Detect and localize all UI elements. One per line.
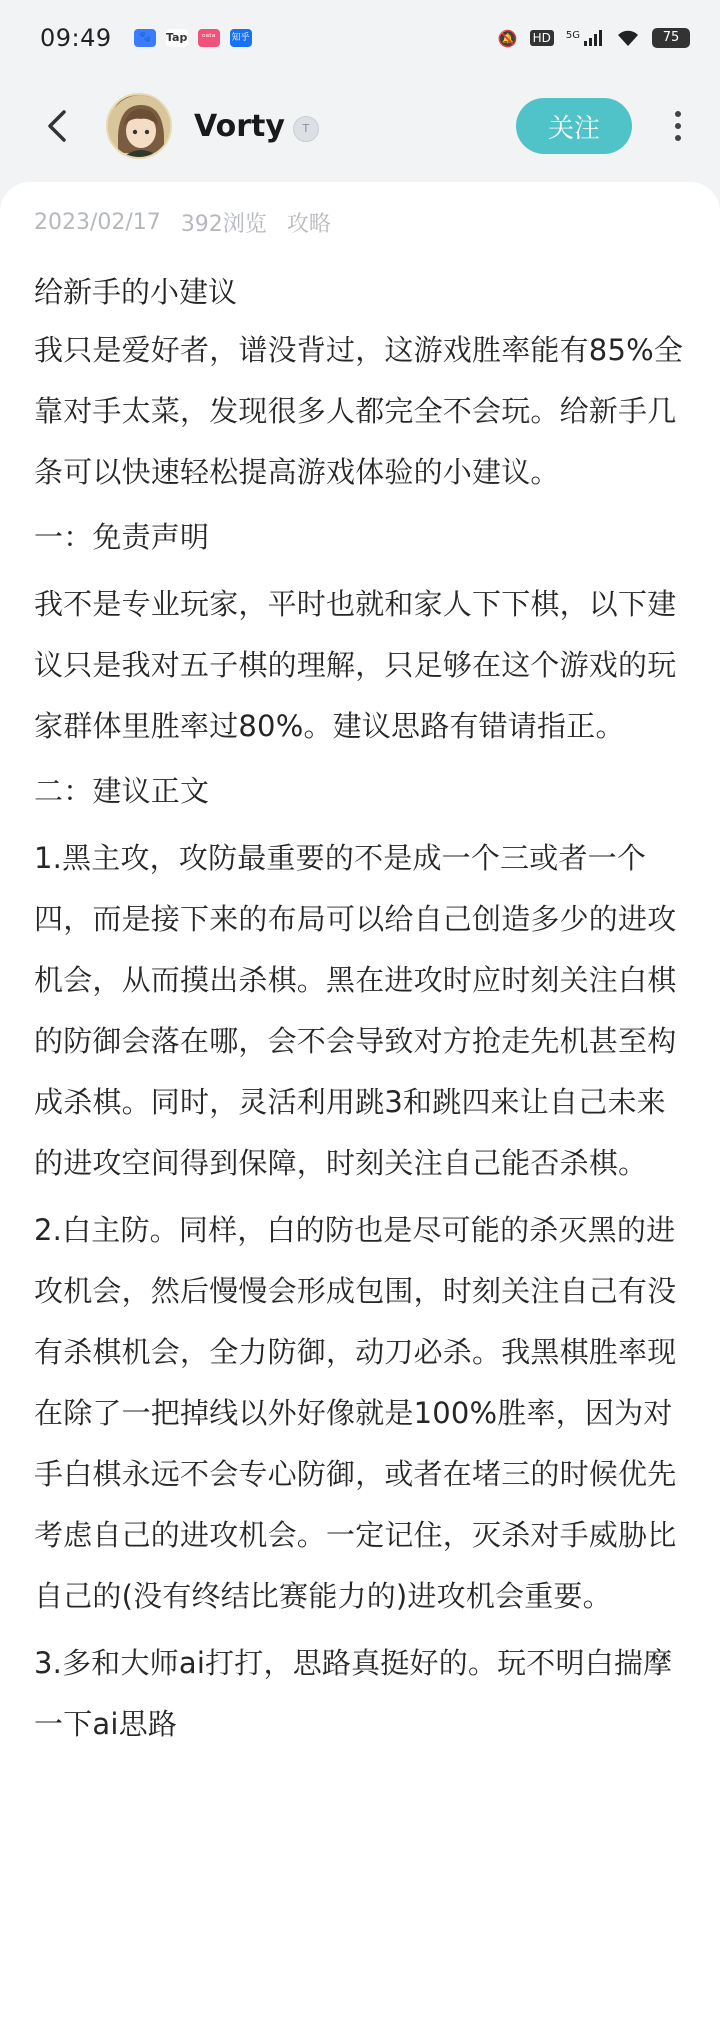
mute-bell-icon: 🔕 xyxy=(497,28,518,48)
follow-button[interactable]: 关注 xyxy=(516,98,632,154)
post-header xyxy=(0,76,720,176)
post-content xyxy=(34,320,684,1755)
section-heading: 二：建议正文 xyxy=(34,774,210,808)
wifi-icon xyxy=(616,29,640,47)
status-bar xyxy=(0,0,720,76)
zhihu-icon: 知乎 xyxy=(230,29,252,47)
signal-icon xyxy=(566,30,604,46)
level-badge-icon: T xyxy=(293,116,319,142)
post-card xyxy=(0,182,720,2031)
paragraph: 1.黑主攻，攻防最重要的不是成一个三或者一个四，而是接下来的布局可以给自己创造多少的进攻机会，从而摸出杀棋。黑在进攻时应时刻关注白棋的防御会落在哪，会不会导致对方抢走先机甚至构成杀棋。同时，灵活利用跳3和跳四来让自己未来的进攻空间得到保障，时刻关注自己能否杀棋。 xyxy=(34,841,677,1180)
paw-icon: 🐾 xyxy=(134,29,156,47)
system-indicators xyxy=(498,28,690,48)
status-time: 09:49 xyxy=(40,24,112,52)
post-title: 给新手的小建议 xyxy=(34,275,238,309)
hd-icon: HD xyxy=(530,30,554,46)
paragraph: 3.多和大师ai打打，思路真挺好的。玩不明白揣摩一下ai思路 xyxy=(34,1646,673,1741)
app-icon: ᵒᵃᵗᵃ xyxy=(198,29,220,47)
user-name[interactable]: Vorty xyxy=(194,108,285,144)
avatar-image xyxy=(108,95,172,159)
section-heading: 一：免责声明 xyxy=(34,520,210,554)
post-views: 392浏览 xyxy=(180,211,267,237)
notification-icons xyxy=(134,29,252,47)
paragraph: 我只是爱好者，谱没背过，这游戏胜率能有85%全靠对手太菜，发现很多人都完全不会玩。给新手几条可以快速轻松提高游戏体验的小建议。 xyxy=(34,333,684,489)
more-dot-icon xyxy=(675,123,681,129)
signal-bars-icon xyxy=(584,30,604,46)
tap-icon: Tap xyxy=(166,29,188,47)
paragraph: 我不是专业玩家，平时也就和家人下下棋，以下建议只是我对五子棋的理解，只足够在这个游戏的玩家群体里胜率过80%。建议思路有错请指正。 xyxy=(34,587,677,743)
more-dot-icon xyxy=(675,135,681,141)
paragraph: 2.白主防。同样，白的防也是尽可能的杀灭黑的进攻机会，然后慢慢会形成包围，时刻关注自己有没有杀棋机会，全力防御，动刀必杀。我黑棋胜率现在除了一把掉线以外好像就是100%胜率，因为对手白棋永远不会专心防御，或者在堵三的时候优先考虑自己的进攻机会。一定记住，灭杀对手威胁比自己的(没有终结比赛能力的)进攻机会重要。 xyxy=(34,1213,677,1613)
chevron-left-icon xyxy=(45,109,67,143)
post-category[interactable]: 攻略 xyxy=(286,211,331,237)
more-options-button[interactable] xyxy=(658,98,698,154)
back-button[interactable] xyxy=(36,106,76,146)
more-dot-icon xyxy=(675,111,681,117)
avatar[interactable] xyxy=(106,93,172,159)
battery-indicator: 75 xyxy=(652,28,690,48)
post-date: 2023/02/17 xyxy=(34,209,161,235)
post-meta xyxy=(34,202,684,242)
network-type: 5G xyxy=(565,30,580,41)
